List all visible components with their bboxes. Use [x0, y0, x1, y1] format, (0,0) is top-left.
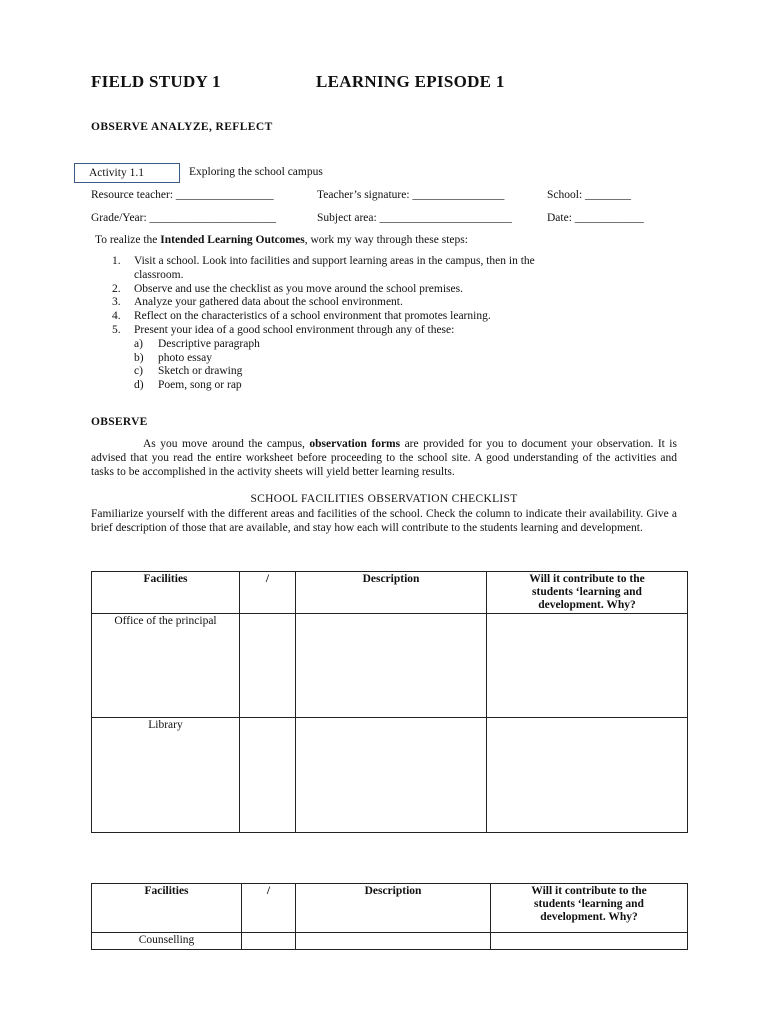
table-header-row — [92, 884, 688, 933]
checklist-instructions: Familiarize yourself with the different areas and facilities of the school. Check the column to indicate their availability. Give a brief description of those that are available, and stay how each will contribute to the students learning and development. — [91, 508, 677, 534]
activity-label-box: Activity 1.1 — [74, 163, 180, 183]
col-check: / — [242, 884, 296, 933]
check-cell[interactable] — [240, 718, 296, 833]
sub-list-item: c) Sketch or drawing — [134, 365, 243, 378]
facility-name: Counselling — [92, 933, 242, 950]
description-cell[interactable] — [296, 614, 487, 718]
table-row — [92, 718, 688, 833]
check-cell[interactable] — [242, 933, 296, 950]
check-cell[interactable] — [240, 614, 296, 718]
intro-text: To realize the Intended Learning Outcomes, work my way through these steps: — [95, 234, 468, 246]
list-item: 1. Visit a school. Look into facilities and support learning areas in the campus, then in the — [112, 255, 535, 267]
observe-paragraph: As you move around the campus, observation forms are provided for you to document your observation. It is advised that you read the entire worksheet before proceeding to the school site. A good understanding of the activities and tasks to be accomplished in the activity sheets will yield better learning results. — [91, 438, 677, 478]
date-field: Date: ____________ — [547, 212, 644, 224]
observe-heading: OBSERVE — [91, 416, 148, 428]
activity-title: Exploring the school campus — [189, 166, 323, 178]
teacher-signature-field: Teacher’s signature: ________________ — [317, 189, 505, 201]
contribute-cell[interactable] — [491, 933, 688, 950]
list-item: classroom. — [134, 268, 184, 281]
facility-name: Library — [92, 718, 240, 833]
list-item: 5. Present your idea of a good school environment through any of these: — [112, 323, 455, 336]
list-item: 2. Observe and use the checklist as you move around the school premises. — [112, 282, 463, 295]
school-field: School: ________ — [547, 189, 632, 201]
col-facilities: Facilities — [92, 884, 242, 933]
grade-year-field: Grade/Year: ______________________ — [91, 212, 277, 224]
col-contribute: Will it contribute to the students ‘learning and development. Why? — [487, 572, 688, 614]
facilities-table-1 — [91, 571, 688, 833]
col-description: Description — [296, 572, 487, 614]
facilities-table-2 — [91, 883, 688, 950]
col-facilities: Facilities — [92, 572, 240, 614]
col-description: Description — [296, 884, 491, 933]
steps-list — [91, 255, 631, 393]
resource-teacher-field: Resource teacher: _________________ — [91, 189, 274, 201]
subject-area-field: Subject area: _______________________ — [317, 212, 512, 224]
list-item: 3. Analyze your gathered data about the school environment. — [112, 296, 403, 309]
col-check: / — [240, 572, 296, 614]
section-subheading: OBSERVE ANALYZE, REFLECT — [91, 121, 273, 133]
sub-list-item: b) photo essay — [134, 351, 212, 364]
table-header-row — [92, 572, 688, 614]
description-cell[interactable] — [296, 718, 487, 833]
table-row — [92, 933, 688, 950]
contribute-cell[interactable] — [487, 718, 688, 833]
field-study-title: FIELD STUDY 1 — [91, 72, 221, 91]
col-contribute: Will it contribute to the students ‘learning and development. Why? — [491, 884, 688, 933]
checklist-title: SCHOOL FACILITIES OBSERVATION CHECKLIST — [250, 493, 518, 505]
contribute-cell[interactable] — [487, 614, 688, 718]
list-item: 4. Reflect on the characteristics of a school environment that promotes learning. — [112, 310, 491, 323]
sub-list-item: a) Descriptive paragraph — [134, 337, 260, 350]
sub-list-item: d) Poem, song or rap — [134, 379, 242, 392]
table-row — [92, 614, 688, 718]
facility-name: Office of the principal — [92, 614, 240, 718]
learning-episode-title: LEARNING EPISODE 1 — [316, 72, 505, 91]
description-cell[interactable] — [296, 933, 491, 950]
